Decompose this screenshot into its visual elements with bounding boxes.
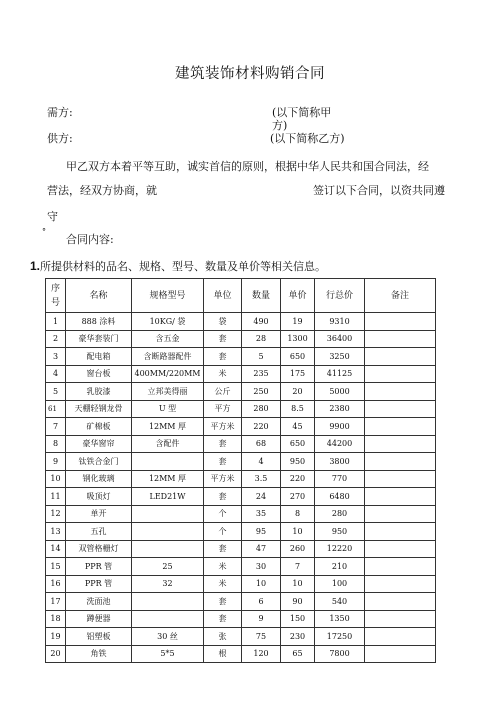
cell-remark xyxy=(365,453,436,471)
cell-price: 270 xyxy=(281,488,315,506)
cell-seq: 4 xyxy=(46,365,66,383)
cell-name: 窗台板 xyxy=(66,365,132,383)
header-total: 行总价 xyxy=(315,279,365,313)
intro-line2-left: 营法，经双方协商，就 xyxy=(47,184,157,197)
cell-total: 3250 xyxy=(315,348,365,366)
table-row xyxy=(46,505,436,523)
cell-remark xyxy=(365,400,436,418)
table-row xyxy=(46,383,436,401)
header-price: 单价 xyxy=(281,279,315,313)
cell-name: 矿棉板 xyxy=(66,418,132,436)
cell-unit: 套 xyxy=(204,348,242,366)
cell-total: 2380 xyxy=(315,400,365,418)
table-row xyxy=(46,540,436,558)
cell-unit: 套 xyxy=(204,610,242,628)
cell-seq: 15 xyxy=(46,558,66,576)
table-row xyxy=(46,575,436,593)
cell-remark xyxy=(365,505,436,523)
cell-spec xyxy=(132,523,204,541)
cell-spec: U 型 xyxy=(132,400,204,418)
cell-total: 12220 xyxy=(315,540,365,558)
cell-spec xyxy=(132,593,204,611)
cell-total: 950 xyxy=(315,523,365,541)
cell-total: 100 xyxy=(315,575,365,593)
cell-spec xyxy=(132,453,204,471)
table-row xyxy=(46,453,436,471)
cell-seq: 3 xyxy=(46,348,66,366)
contract-content-label: 合同内容: xyxy=(66,233,114,246)
cell-name: 吸顶灯 xyxy=(66,488,132,506)
cell-unit: 袋 xyxy=(204,313,242,331)
cell-seq: 1 xyxy=(46,313,66,331)
cell-name: 角铁 xyxy=(66,645,132,663)
cell-seq: 9 xyxy=(46,453,66,471)
cell-unit: 个 xyxy=(204,505,242,523)
cell-seq: 14 xyxy=(46,540,66,558)
cell-qty: 250 xyxy=(242,383,281,401)
cell-name: 天棚轻钢龙骨 xyxy=(66,400,132,418)
cell-total: 6480 xyxy=(315,488,365,506)
table-row xyxy=(46,628,436,646)
cell-unit: 米 xyxy=(204,558,242,576)
cell-seq: 16 xyxy=(46,575,66,593)
cell-qty: 10 xyxy=(242,575,281,593)
buyer-label: 需方: xyxy=(47,106,73,119)
cell-qty: 120 xyxy=(242,645,281,663)
cell-price: 45 xyxy=(281,418,315,436)
cell-spec: 含五金 xyxy=(132,330,204,348)
table-row xyxy=(46,488,436,506)
table-row xyxy=(46,418,436,436)
cell-qty: 235 xyxy=(242,365,281,383)
cell-seq: 8 xyxy=(46,435,66,453)
cell-name: PPR 管 xyxy=(66,575,132,593)
table-row xyxy=(46,593,436,611)
cell-unit: 公斤 xyxy=(204,383,242,401)
cell-qty: 220 xyxy=(242,418,281,436)
cell-price: 260 xyxy=(281,540,315,558)
cell-spec xyxy=(132,540,204,558)
cell-price: 1300 xyxy=(281,330,315,348)
cell-name: 钛铁合金门 xyxy=(66,453,132,471)
cell-price: 150 xyxy=(281,610,315,628)
cell-qty: 68 xyxy=(242,435,281,453)
cell-remark xyxy=(365,540,436,558)
cell-total: 5000 xyxy=(315,383,365,401)
cell-qty: 30 xyxy=(242,558,281,576)
cell-qty: 24 xyxy=(242,488,281,506)
cell-price: 220 xyxy=(281,470,315,488)
seller-label: 供方: xyxy=(47,132,73,145)
cell-qty: 47 xyxy=(242,540,281,558)
cell-price: 230 xyxy=(281,628,315,646)
cell-unit: 个 xyxy=(204,523,242,541)
cell-name: PPR 管 xyxy=(66,558,132,576)
cell-qty: 95 xyxy=(242,523,281,541)
table-row xyxy=(46,645,436,663)
cell-remark xyxy=(365,383,436,401)
cell-unit: 套 xyxy=(204,330,242,348)
cell-total: 3800 xyxy=(315,453,365,471)
cell-price: 10 xyxy=(281,523,315,541)
cell-spec: 12MM 厚 xyxy=(132,470,204,488)
cell-seq: 5 xyxy=(46,383,66,401)
cell-unit: 套 xyxy=(204,435,242,453)
cell-unit: 米 xyxy=(204,365,242,383)
cell-spec: 12MM 厚 xyxy=(132,418,204,436)
cell-remark xyxy=(365,348,436,366)
table-row xyxy=(46,330,436,348)
cell-remark xyxy=(365,470,436,488)
table-header-row xyxy=(46,279,436,313)
section1-heading xyxy=(30,258,326,274)
cell-unit: 米 xyxy=(204,575,242,593)
cell-remark xyxy=(365,418,436,436)
table-row xyxy=(46,365,436,383)
cell-remark xyxy=(365,645,436,663)
header-qty: 数量 xyxy=(242,279,281,313)
cell-seq: 10 xyxy=(46,470,66,488)
cell-price: 10 xyxy=(281,575,315,593)
cell-price: 19 xyxy=(281,313,315,331)
cell-seq: 12 xyxy=(46,505,66,523)
cell-name: 洗面池 xyxy=(66,593,132,611)
cell-seq: 11 xyxy=(46,488,66,506)
cell-total: 36400 xyxy=(315,330,365,348)
cell-unit: 张 xyxy=(204,628,242,646)
cell-spec: 400MM/220MM xyxy=(132,365,204,383)
cell-seq: 7 xyxy=(46,418,66,436)
cell-total: 540 xyxy=(315,593,365,611)
cell-name: 单开 xyxy=(66,505,132,523)
cell-qty: 5 xyxy=(242,348,281,366)
cell-price: 90 xyxy=(281,593,315,611)
cell-seq: 20 xyxy=(46,645,66,663)
seller-note: (以下简称乙方) xyxy=(270,132,345,145)
cell-spec: 25 xyxy=(132,558,204,576)
cell-spec: 32 xyxy=(132,575,204,593)
header-spec: 规格型号 xyxy=(132,279,204,313)
cell-qty: 6 xyxy=(242,593,281,611)
cell-total: 770 xyxy=(315,470,365,488)
cell-seq xyxy=(46,400,66,418)
cell-name: 配电箱 xyxy=(66,348,132,366)
seq-suffix: 1 xyxy=(52,405,57,414)
cell-unit: 套 xyxy=(204,540,242,558)
table-row xyxy=(46,435,436,453)
cell-price: 20 xyxy=(281,383,315,401)
cell-total: 280 xyxy=(315,505,365,523)
cell-remark xyxy=(365,593,436,611)
cell-qty: 490 xyxy=(242,313,281,331)
header-unit: 单位 xyxy=(204,279,242,313)
cell-unit: 根 xyxy=(204,645,242,663)
table-row xyxy=(46,348,436,366)
cell-name: 五孔 xyxy=(66,523,132,541)
cell-remark xyxy=(365,575,436,593)
cell-remark xyxy=(365,313,436,331)
cell-name: 钢化玻璃 xyxy=(66,470,132,488)
cell-remark xyxy=(365,628,436,646)
intro-line1: 甲乙双方本着平等互助，诚实首信的原则，根据中华人民共和国合同法，经 xyxy=(66,160,429,173)
cell-qty: 3.5 xyxy=(242,470,281,488)
cell-remark xyxy=(365,435,436,453)
materials-table xyxy=(45,278,436,663)
cell-remark xyxy=(365,610,436,628)
header-remark: 备注 xyxy=(365,279,436,313)
table-row xyxy=(46,558,436,576)
cell-total: 44200 xyxy=(315,435,365,453)
seq-number: 6 xyxy=(48,405,53,414)
cell-price: 950 xyxy=(281,453,315,471)
cell-spec xyxy=(132,505,204,523)
cell-unit: 平方米 xyxy=(204,418,242,436)
cell-qty: 9 xyxy=(242,610,281,628)
cell-qty: 75 xyxy=(242,628,281,646)
cell-name: 乳胶漆 xyxy=(66,383,132,401)
cell-price: 7 xyxy=(281,558,315,576)
cell-name: 豪华套装门 xyxy=(66,330,132,348)
header-seq: 序 号 xyxy=(46,279,66,313)
cell-total: 9900 xyxy=(315,418,365,436)
cell-unit: 平方米 xyxy=(204,470,242,488)
table-row xyxy=(46,313,436,331)
cell-spec: 30 丝 xyxy=(132,628,204,646)
cell-total: 17250 xyxy=(315,628,365,646)
cell-unit: 套 xyxy=(204,593,242,611)
document-title: 建筑装饰材料购销合同 xyxy=(175,66,325,82)
cell-price: 8 xyxy=(281,505,315,523)
cell-price: 8.5 xyxy=(281,400,315,418)
cell-qty: 28 xyxy=(242,330,281,348)
section1-text: 所提供材料的品名、规格、型号、数量及单价等相关信息。 xyxy=(40,260,327,273)
cell-remark xyxy=(365,365,436,383)
cell-name: 888 涂料 xyxy=(66,313,132,331)
bullet-mark: ° xyxy=(42,227,46,236)
cell-name: 蹲便器 xyxy=(66,610,132,628)
cell-price: 175 xyxy=(281,365,315,383)
intro-line3: 守 xyxy=(47,210,58,223)
cell-spec: 10KG/ 袋 xyxy=(132,313,204,331)
cell-price: 65 xyxy=(281,645,315,663)
cell-seq: 2 xyxy=(46,330,66,348)
cell-spec: LED21W xyxy=(132,488,204,506)
buyer-note-line1: (以下简称甲 xyxy=(272,106,332,119)
section1-number: 1. xyxy=(30,259,41,273)
cell-total: 9310 xyxy=(315,313,365,331)
cell-seq: 17 xyxy=(46,593,66,611)
cell-spec xyxy=(132,610,204,628)
table-row xyxy=(46,400,436,418)
cell-seq: 13 xyxy=(46,523,66,541)
cell-total: 7800 xyxy=(315,645,365,663)
cell-remark xyxy=(365,523,436,541)
cell-total: 210 xyxy=(315,558,365,576)
cell-total: 41125 xyxy=(315,365,365,383)
cell-total: 1350 xyxy=(315,610,365,628)
cell-spec: 含断路器配件 xyxy=(132,348,204,366)
table-row xyxy=(46,523,436,541)
intro-line2-right: 签订以下合同，以资共同遵 xyxy=(313,184,445,197)
cell-spec: 5*5 xyxy=(132,645,204,663)
cell-remark xyxy=(365,558,436,576)
cell-remark xyxy=(365,488,436,506)
cell-seq: 18 xyxy=(46,610,66,628)
cell-qty: 280 xyxy=(242,400,281,418)
cell-name: 豪华窗帘 xyxy=(66,435,132,453)
cell-price: 650 xyxy=(281,435,315,453)
cell-spec: 立邦美得丽 xyxy=(132,383,204,401)
buyer-note-line2: 方) xyxy=(272,119,288,132)
cell-remark xyxy=(365,330,436,348)
cell-name: 双管格栅灯 xyxy=(66,540,132,558)
cell-name: 铝塑板 xyxy=(66,628,132,646)
cell-unit: 套 xyxy=(204,453,242,471)
table-row xyxy=(46,610,436,628)
cell-unit: 平方 xyxy=(204,400,242,418)
cell-spec: 含配件 xyxy=(132,435,204,453)
cell-price: 650 xyxy=(281,348,315,366)
cell-qty: 35 xyxy=(242,505,281,523)
header-name: 名称 xyxy=(66,279,132,313)
table-row xyxy=(46,470,436,488)
cell-unit: 套 xyxy=(204,488,242,506)
cell-qty: 4 xyxy=(242,453,281,471)
cell-seq: 19 xyxy=(46,628,66,646)
